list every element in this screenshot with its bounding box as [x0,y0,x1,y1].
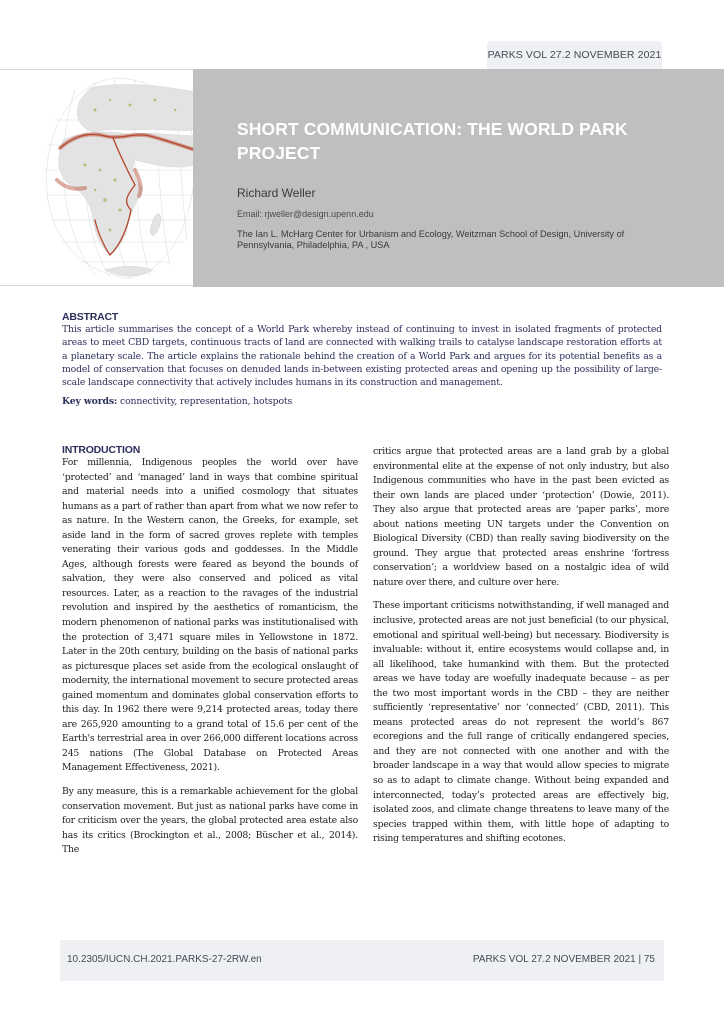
body-column-left [62,444,358,867]
author-email[interactable]: Email: rjweller@design.upenn.edu [237,209,374,219]
article-title: SHORT COMMUNICATION: THE WORLD PARK PROJECT [237,119,628,163]
abstract-heading: ABSTRACT [62,311,119,323]
footer-journal-page: PARKS VOL 27.2 NOVEMBER 2021 | 75 [472,954,655,965]
paragraph: For millennia, Indigenous peoples the world over have ‘protected’ and ‘managed’ land in ways that combine spiritual and material needs into a unified cosmology that situates humans as a part of rather than apart from what we now refer to as nature. In the Western canon, the Greeks, for example, set aside land in the form of sacred groves replete with temples venerating their various gods and goddesses. In the Middle Ages, although forests were feared as beyond the bounds of salvation, they were also conserved and policed as vital resources. Later, as a reaction to the ravages of the industrial revolution and inspired by the aesthetics of romanticism, the modern phenomenon of national parks was institutionalised with the protection of 3,471 square miles in Yellowstone in 1872. Later in the 20th century, building on the basis of national parks as picturesque places set aside from the ecological onslaught of modernity, the international movement to secure protected areas gained momentum and dominates global conservation efforts to this day. In 1962 there were 9,214 protected areas, today there are 265,920 amounting to a grand total of 15.6 per cent of the Earth's terrestrial area in over 266,000 different locations across 245 nations (The Global Database on Protected Areas Management Effectiveness, 2021). [62,457,358,774]
abstract-text: This article summarises the concept of a World Park whereby instead of continuing to invest in isolated fragments of protected areas to meet CBD targets, continuous tracts of land are connected with walking trails to catalyse landscape restoration efforts at a planetary scale. The article explains the rationale behind the creation of a World Park and argues for its potential benefits as a model of conservation that focuses on denuded lands in-between existing protected areas and opening up the possibility of large-scale landscape connectivity that actively includes humans in its construction and management. [62,324,662,389]
paragraph: These important criticisms notwithstanding, if well managed and inclusive, protected areas are not just beneficial (to our physical, emotional and spiritual well-being) but necessary. Biodiversity is invaluable: without it, entire ecosystems would collapse and, in all likelihood, take humankind with them. But the protected areas we have today are woefully inadequate because – as per the two most important words in the CBD – they are neither sufficiently ‘representative’ nor ‘connected’ (CBD, 2011). This means protected areas do not represent the world’s 867 ecoregions and the full range of critically endangered species, and they are not connected with one another and with the broader landscape in a way that would allow species to migrate so as to adapt to climate change. Without being expanded and interconnected, today’s protected areas are effectively big, isolated zoos, and climate change threatens to leave many of the species trapped within them, with little hope of adapting to rising temperatures and shifting ecotones. [373,600,669,845]
title-box [193,69,724,287]
doi-link[interactable]: 10.2305/IUCN.CH.2021.PARKS-27-2RW.en [67,954,262,965]
author-affiliation: The Ian L. McHarg Center for Urbanism and Ecology, Weitzman School of Design, University of Pennsylvania, Philadelphia, PA , USA [237,229,625,250]
body-column-right [373,445,669,856]
journal-header-badge: PARKS VOL 27.2 NOVEMBER 2021 [487,41,662,69]
author-name: Richard Weller [237,186,316,200]
paragraph: critics argue that protected areas are a land grab by a global environmental elite at the expense of not only industry, but also Indigenous communities who have in the past been evicted as their own lands are placed under ‘protection’ (Dowie, 2011). They also argue that protected areas are ‘paper parks’, more about nations meeting UN targets under the Convention on Biological Diversity (CBD) than really saving biodiversity on the ground. They argue that protected areas enshrine ‘fortress conservation’; a worldview based on a nostalgic idea of wild nature over there, and culture over here. [373,446,669,588]
keywords-list: connectivity, representation, hotspots [117,396,293,408]
introduction-heading: INTRODUCTION [62,444,141,456]
landmass [59,85,195,276]
keywords [62,395,662,408]
abstract-section [62,311,662,408]
page-footer [60,940,664,981]
keywords-label: Key words: [62,396,118,408]
header-rule-bottom [0,285,193,286]
world-map-figure [35,70,195,285]
paragraph: By any measure, this is a remarkable achievement for the global conservation movement. But just as national parks have come in for criticism over the years, the global protected area estate also has its critics (Brockington et al., 2008; Büscher et al., 2014). The [62,786,358,856]
